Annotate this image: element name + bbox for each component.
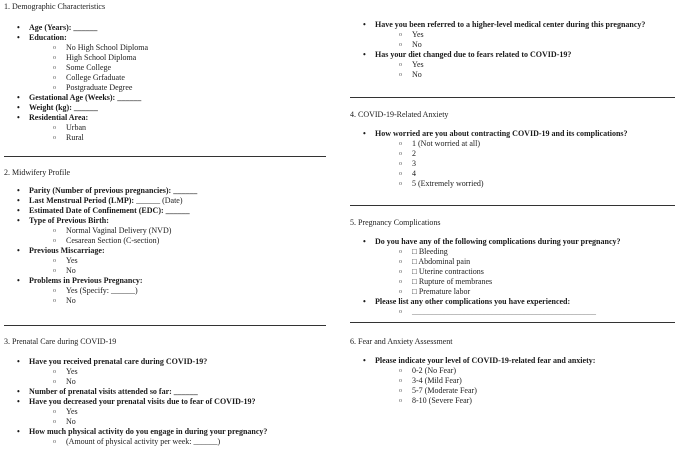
question-list	[4, 357, 326, 447]
option[interactable]: o 2	[399, 149, 675, 159]
question-list	[350, 356, 675, 406]
diet-options	[375, 60, 675, 80]
received-care-question	[17, 357, 326, 387]
other-complications-question	[363, 297, 675, 317]
section-referral	[350, 20, 675, 80]
lmp-blank: ______ (Date)	[134, 196, 183, 205]
activity-options	[29, 437, 326, 447]
option[interactable]: o 5 (Extremely worried)	[399, 179, 675, 189]
section-fear	[350, 337, 675, 406]
problems-label: Problems in Previous Pregnancy:	[29, 276, 143, 285]
option[interactable]: o No	[399, 40, 675, 50]
complications-label: Do you have any of the following complications during your pregnancy?	[375, 237, 621, 246]
other-complications-options	[375, 307, 675, 317]
checkbox-option[interactable]: o □ Premature labor	[399, 287, 675, 297]
option[interactable]: o College Grfaduate	[53, 73, 326, 83]
option[interactable]: o No	[53, 266, 326, 276]
question-list	[4, 186, 326, 306]
section-anxiety	[350, 110, 675, 189]
activity-label: How much physical activity do you engage in during your pregnancy?	[29, 427, 268, 436]
section-complications	[350, 218, 675, 317]
option[interactable]: o Some College	[53, 63, 326, 73]
section-divider	[4, 156, 326, 157]
option[interactable]: o 4	[399, 169, 675, 179]
weight-question[interactable]: • Weight (kg): ______	[17, 103, 326, 113]
section-divider	[350, 97, 675, 98]
problems-question	[17, 276, 326, 306]
option[interactable]: o 1 (Not worried at all)	[399, 139, 675, 149]
option[interactable]: o Yes	[53, 367, 326, 377]
section-divider	[350, 205, 675, 206]
section-midwifery	[4, 168, 326, 306]
section-demographic	[4, 2, 326, 143]
option[interactable]: o No	[53, 377, 326, 387]
activity-question	[17, 427, 326, 447]
section-divider	[350, 322, 675, 323]
worry-question	[363, 129, 675, 189]
referred-options	[375, 30, 675, 50]
section-title: 1. Demographic Characteristics	[4, 2, 106, 11]
question-list	[4, 23, 326, 143]
option[interactable]: o No	[53, 296, 326, 306]
checkbox-option[interactable]: o □ Abdominal pain	[399, 257, 675, 267]
education-options	[29, 43, 326, 93]
option[interactable]: o Postgraduate Degree	[53, 83, 326, 93]
problems-options	[29, 286, 326, 306]
miscarriage-question	[17, 246, 326, 276]
option[interactable]: o 3	[399, 159, 675, 169]
checkbox-option[interactable]: o □ Uterine contractions	[399, 267, 675, 277]
question-list	[350, 129, 675, 189]
option[interactable]: o Rural	[53, 133, 326, 143]
residential-options	[29, 123, 326, 143]
residential-label: Residential Area:	[29, 113, 89, 122]
edc-question[interactable]: • Estimated Date of Confinement (EDC): ______	[17, 206, 326, 216]
option[interactable]: o No	[53, 417, 326, 427]
answer-line[interactable]: o ______________________________________________	[399, 307, 675, 317]
birth-type-question	[17, 216, 326, 246]
option[interactable]: o Yes (Specify: ______)	[53, 286, 326, 296]
visits-question[interactable]: • Number of prenatal visits attended so far: ______	[17, 387, 326, 397]
option[interactable]: o Yes	[53, 407, 326, 417]
diet-question	[363, 50, 675, 80]
fear-level-question	[363, 356, 675, 406]
complications-options	[375, 247, 675, 297]
section-title: 2. Midwifery Profile	[4, 168, 70, 177]
referred-label: Have you been referred to a higher-level medical center during this pregnancy?	[375, 20, 646, 29]
checkbox-option[interactable]: o □ Bleeding	[399, 247, 675, 257]
decreased-visits-question	[17, 397, 326, 427]
option[interactable]: o Urban	[53, 123, 326, 133]
referred-question	[363, 20, 675, 50]
parity-question[interactable]: • Parity (Number of previous pregnancies): ______	[17, 186, 326, 196]
miscarriage-options	[29, 256, 326, 276]
checkbox-option[interactable]: o □ Rupture of membranes	[399, 277, 675, 287]
question-list	[350, 237, 675, 317]
option[interactable]: o Normal Vaginal Delivery (NVD)	[53, 226, 326, 236]
option[interactable]: o No	[399, 70, 675, 80]
lmp-question[interactable]	[17, 196, 326, 206]
option[interactable]: o Yes	[399, 30, 675, 40]
section-title: 5. Pregnancy Complications	[350, 218, 441, 227]
option[interactable]: o 3-4 (Mild Fear)	[399, 376, 675, 386]
section-title: 3. Prenatal Care during COVID-19	[4, 337, 117, 346]
lmp-label: Last Menstrual Period (LMP):	[29, 196, 135, 205]
miscarriage-label: Previous Miscarriage:	[29, 246, 105, 255]
question-list	[350, 20, 675, 80]
received-care-label: Have you received prenatal care during COVID-19?	[29, 357, 208, 366]
decreased-visits-label: Have you decreased your prenatal visits due to fear of COVID-19?	[29, 397, 256, 406]
residential-question	[17, 113, 326, 143]
age-question[interactable]: • Age (Years): ______	[17, 23, 326, 33]
option[interactable]: o No High School Diploma	[53, 43, 326, 53]
education-label: Education:	[29, 33, 67, 42]
diet-label: Has your diet changed due to fears related to COVID-19?	[375, 50, 572, 59]
complications-question	[363, 237, 675, 297]
fear-level-options	[375, 366, 675, 406]
section-title: 6. Fear and Anxiety Assessment	[350, 337, 453, 346]
section-divider	[4, 325, 326, 326]
birth-type-options	[29, 226, 326, 246]
worry-label: How worried are you about contracting COVID-19 and its complications?	[375, 129, 628, 138]
option[interactable]: o Yes	[53, 256, 326, 266]
other-complications-label: Please list any other complications you have experienced:	[375, 297, 571, 306]
option[interactable]: o (Amount of physical activity per week: ______)	[53, 437, 326, 447]
birth-type-label: Type of Previous Birth:	[29, 216, 109, 225]
option[interactable]: o 0-2 (No Fear)	[399, 366, 675, 376]
option[interactable]: o 8-10 (Severe Fear)	[399, 396, 675, 406]
section-prenatal	[4, 337, 326, 447]
option[interactable]: o Cesarean Section (C-section)	[53, 236, 326, 246]
fear-level-label: Please indicate your level of COVID-19-related fear and anxiety:	[375, 356, 596, 365]
decreased-visits-options	[29, 407, 326, 427]
option[interactable]: o High School Diploma	[53, 53, 326, 63]
education-question	[17, 33, 326, 93]
received-care-options	[29, 367, 326, 387]
option[interactable]: o 5-7 (Moderate Fear)	[399, 386, 675, 396]
section-title: 4. COVID-19-Related Anxiety	[350, 110, 449, 119]
worry-options	[375, 139, 675, 189]
option[interactable]: o Yes	[399, 60, 675, 70]
gestational-age-question[interactable]: • Gestational Age (Weeks): ______	[17, 93, 326, 103]
